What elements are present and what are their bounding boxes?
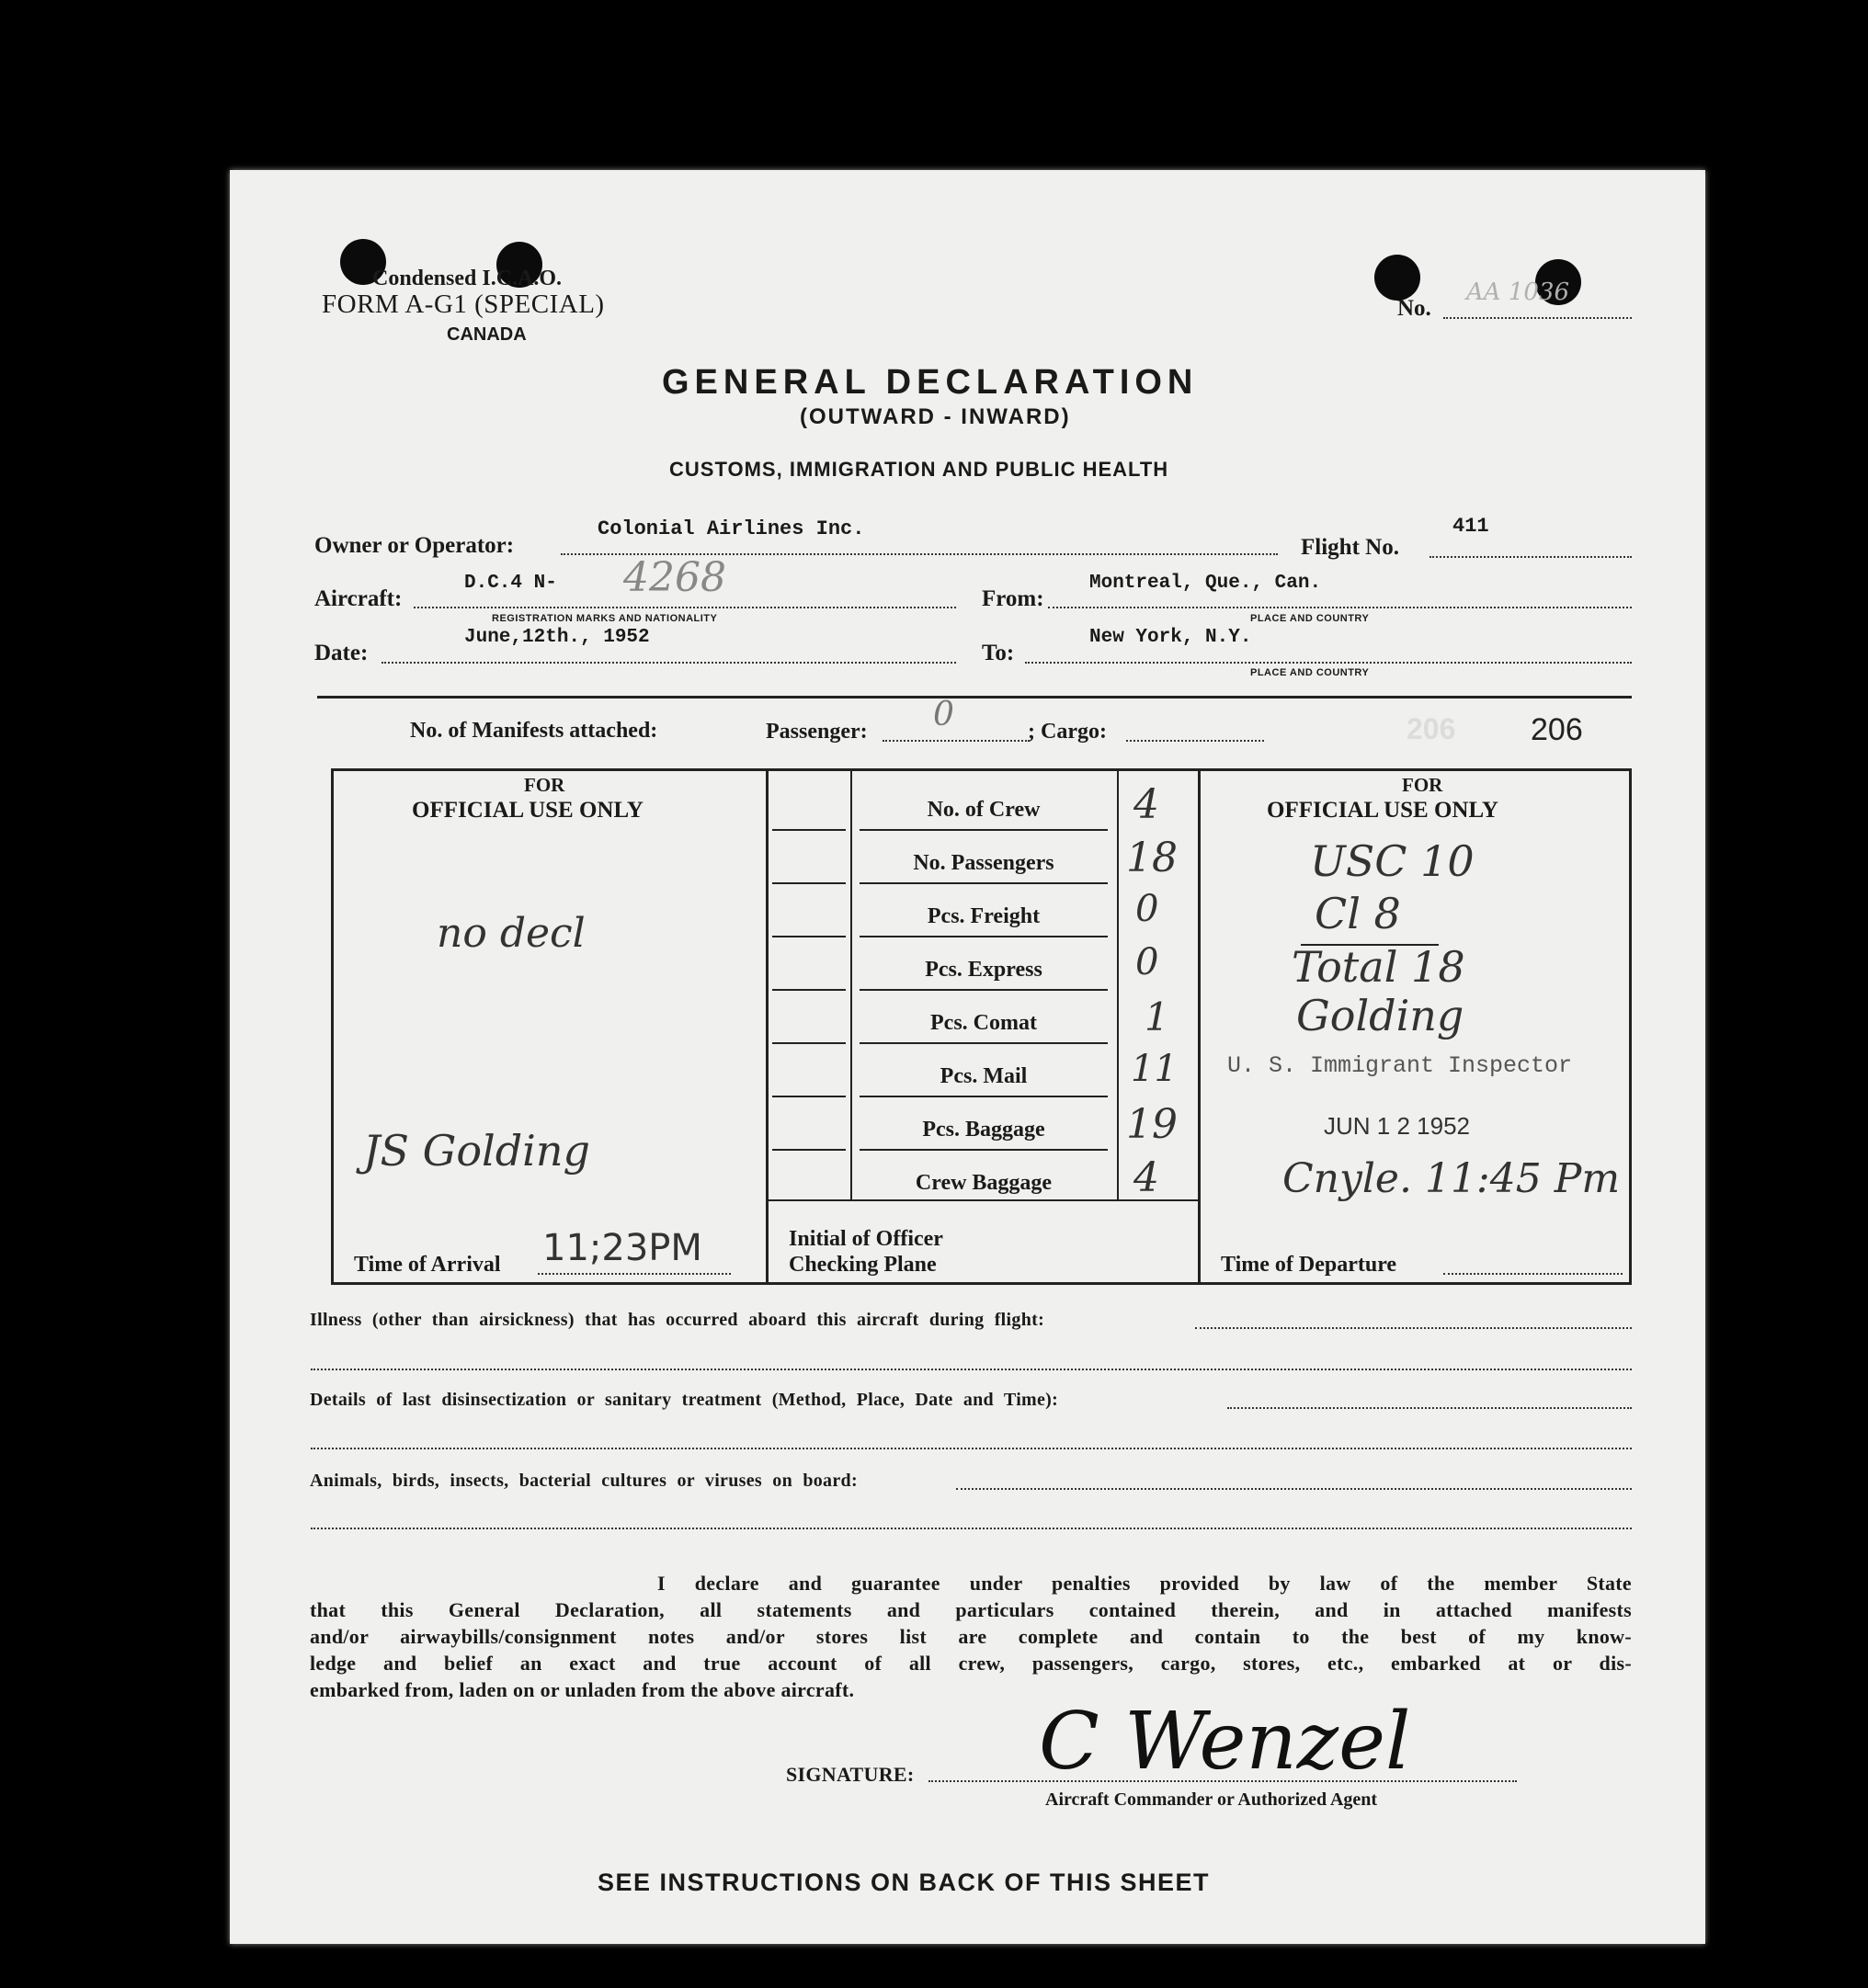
- arrival-label: Time of Arrival: [354, 1253, 501, 1277]
- icao-condensed: Condensed I.C.A.O.: [372, 267, 563, 290]
- arrival-line: [538, 1273, 731, 1275]
- table-right: [1629, 768, 1632, 1285]
- from-value: Montreal, Que., Can.: [1089, 573, 1322, 594]
- to-caption: PLACE AND COUNTRY: [1250, 667, 1370, 678]
- disinsect-line-2: [311, 1448, 1632, 1449]
- owner-value: Colonial Airlines Inc.: [598, 517, 865, 540]
- right-note-signature: Golding: [1296, 991, 1464, 1040]
- to-label: To:: [982, 641, 1015, 665]
- date-label: Date:: [314, 641, 369, 665]
- punch-hole: [1374, 255, 1420, 301]
- row-label-express: Pcs. Express: [925, 958, 1042, 982]
- cargo-line: [1126, 740, 1264, 742]
- disinsect-label: Details of last disinsectization or sanitary treatment (Method, Place, Date and Time):: [310, 1390, 1059, 1410]
- table-divider-right: [1198, 768, 1201, 1285]
- country-label: CANADA: [447, 324, 527, 345]
- officer-label-2: Checking Plane: [789, 1253, 937, 1277]
- row-value-express: 0: [1135, 941, 1159, 983]
- right-note-total: Total 18: [1292, 942, 1465, 992]
- departure-note: Cnyle. 11:45 Pm: [1282, 1155, 1621, 1202]
- row-value-freight: 0: [1135, 888, 1159, 930]
- row-label-crew-baggage: Crew Baggage: [915, 1171, 1053, 1195]
- right-for-label: FOR: [1402, 774, 1443, 796]
- officer-label-1: Initial of Officer: [789, 1227, 943, 1251]
- left-note-initials: JS Golding: [363, 1126, 590, 1176]
- illness-line-2: [311, 1369, 1632, 1370]
- signature-label: SIGNATURE:: [786, 1763, 915, 1786]
- cargo-stamp: 206: [1531, 712, 1583, 747]
- flight-value: 411: [1452, 515, 1489, 538]
- animals-line-1: [956, 1488, 1632, 1490]
- table-divider-left: [766, 768, 769, 1285]
- row-value-baggage: 19: [1126, 1101, 1178, 1148]
- aircraft-caption: REGISTRATION MARKS AND NATIONALITY: [492, 613, 718, 624]
- divider: [317, 696, 1632, 699]
- owner-label: Owner or Operator:: [314, 533, 515, 558]
- disinsect-line-1: [1227, 1407, 1632, 1409]
- passenger-label: Passenger:: [766, 720, 868, 744]
- row-label-baggage: Pcs. Baggage: [922, 1118, 1045, 1142]
- aircraft-value: D.C.4 N-: [464, 573, 557, 594]
- from-line: [1048, 607, 1632, 608]
- from-caption: PLACE AND COUNTRY: [1250, 613, 1370, 624]
- left-official-label: OFFICIAL USE ONLY: [412, 798, 644, 823]
- declaration-line-1: I declare and guarantee under penalties provided by law of the member State: [657, 1572, 1632, 1595]
- form-title: GENERAL DECLARATION: [662, 363, 1199, 402]
- flight-label: Flight No.: [1301, 535, 1399, 560]
- right-note-cl: Cl 8: [1315, 889, 1401, 938]
- instructions-footer: SEE INSTRUCTIONS ON BACK OF THIS SHEET: [598, 1869, 1211, 1896]
- date-line: [382, 662, 956, 664]
- row-label-mail: Pcs. Mail: [940, 1064, 1028, 1088]
- row-label-comat: Pcs. Comat: [930, 1011, 1037, 1035]
- cargo-stamp-faint: 206: [1407, 712, 1456, 745]
- manifests-label: No. of Manifests attached:: [410, 719, 658, 743]
- cargo-label: ; Cargo:: [1028, 720, 1107, 744]
- row-value-crew-baggage: 4: [1133, 1154, 1159, 1201]
- passenger-value: 0: [933, 696, 954, 733]
- no-value: AA 1036: [1466, 278, 1569, 306]
- form-department: CUSTOMS, IMMIGRATION AND PUBLIC HEALTH: [669, 458, 1169, 481]
- table-bottom: [331, 1282, 1632, 1285]
- signature-caption: Aircraft Commander or Authorized Agent: [1045, 1789, 1378, 1810]
- row-label-passengers: No. Passengers: [913, 851, 1054, 875]
- row-value-passengers: 18: [1126, 835, 1178, 881]
- form-number: FORM A-G1 (SPECIAL): [322, 290, 605, 319]
- to-value: New York, N.Y.: [1089, 627, 1252, 648]
- arrival-value: 11;23PM: [542, 1227, 702, 1269]
- flight-line: [1429, 556, 1632, 558]
- table-left: [331, 768, 334, 1285]
- illness-label: Illness (other than airsickness) that has occurred aboard this aircraft during flight:: [310, 1310, 1045, 1330]
- inspector-stamp: U. S. Immigrant Inspector: [1227, 1052, 1573, 1079]
- date-stamp: JUN 1 2 1952: [1324, 1112, 1470, 1140]
- to-line: [1025, 662, 1632, 664]
- declaration-line-4: ledge and belief an exact and true account of all crew, passengers, cargo, stores, etc., embarked at or dis-: [310, 1652, 1632, 1675]
- right-official-label: OFFICIAL USE ONLY: [1267, 798, 1498, 823]
- declaration-form: [230, 170, 1705, 1944]
- from-label: From:: [982, 586, 1044, 611]
- aircraft-label: Aircraft:: [314, 586, 403, 611]
- declaration-line-2: that this General Declaration, all statements and particulars contained therein, and in attached manifests: [310, 1598, 1632, 1621]
- table-col-a: [850, 768, 852, 1200]
- departure-label: Time of Departure: [1221, 1253, 1397, 1277]
- illness-line-1: [1195, 1327, 1632, 1329]
- row-label-crew: No. of Crew: [927, 798, 1041, 822]
- left-note-no-decl: no decl: [437, 910, 586, 957]
- signature-value: C Wenzel: [1039, 1696, 1411, 1788]
- declaration-line-3: and/or airwaybills/consignment notes and/or stores list are complete and contain to the best of my know-: [310, 1625, 1632, 1648]
- no-line: [1443, 317, 1632, 319]
- aircraft-registration: 4268: [623, 554, 726, 601]
- aircraft-line: [414, 607, 956, 608]
- form-subtitle: (OUTWARD - INWARD): [800, 404, 1071, 429]
- row-label-freight: Pcs. Freight: [927, 904, 1041, 928]
- row-value-mail: 11: [1131, 1048, 1178, 1090]
- left-for-label: FOR: [524, 774, 565, 796]
- row-value-crew: 4: [1133, 781, 1159, 828]
- table-col-b: [1117, 768, 1119, 1200]
- no-label: No.: [1397, 296, 1431, 321]
- declaration-line-5: embarked from, laden on or unladen from the above aircraft.: [310, 1678, 855, 1701]
- passenger-line: [883, 740, 1030, 742]
- table-top: [331, 768, 1632, 771]
- animals-line-2: [311, 1528, 1632, 1529]
- date-value: June,12th., 1952: [464, 627, 650, 648]
- departure-line: [1443, 1273, 1623, 1275]
- row-value-comat: 1: [1145, 994, 1169, 1039]
- animals-label: Animals, birds, insects, bacterial cultures or viruses on board:: [310, 1471, 858, 1491]
- right-note-usc: USC 10: [1310, 836, 1475, 886]
